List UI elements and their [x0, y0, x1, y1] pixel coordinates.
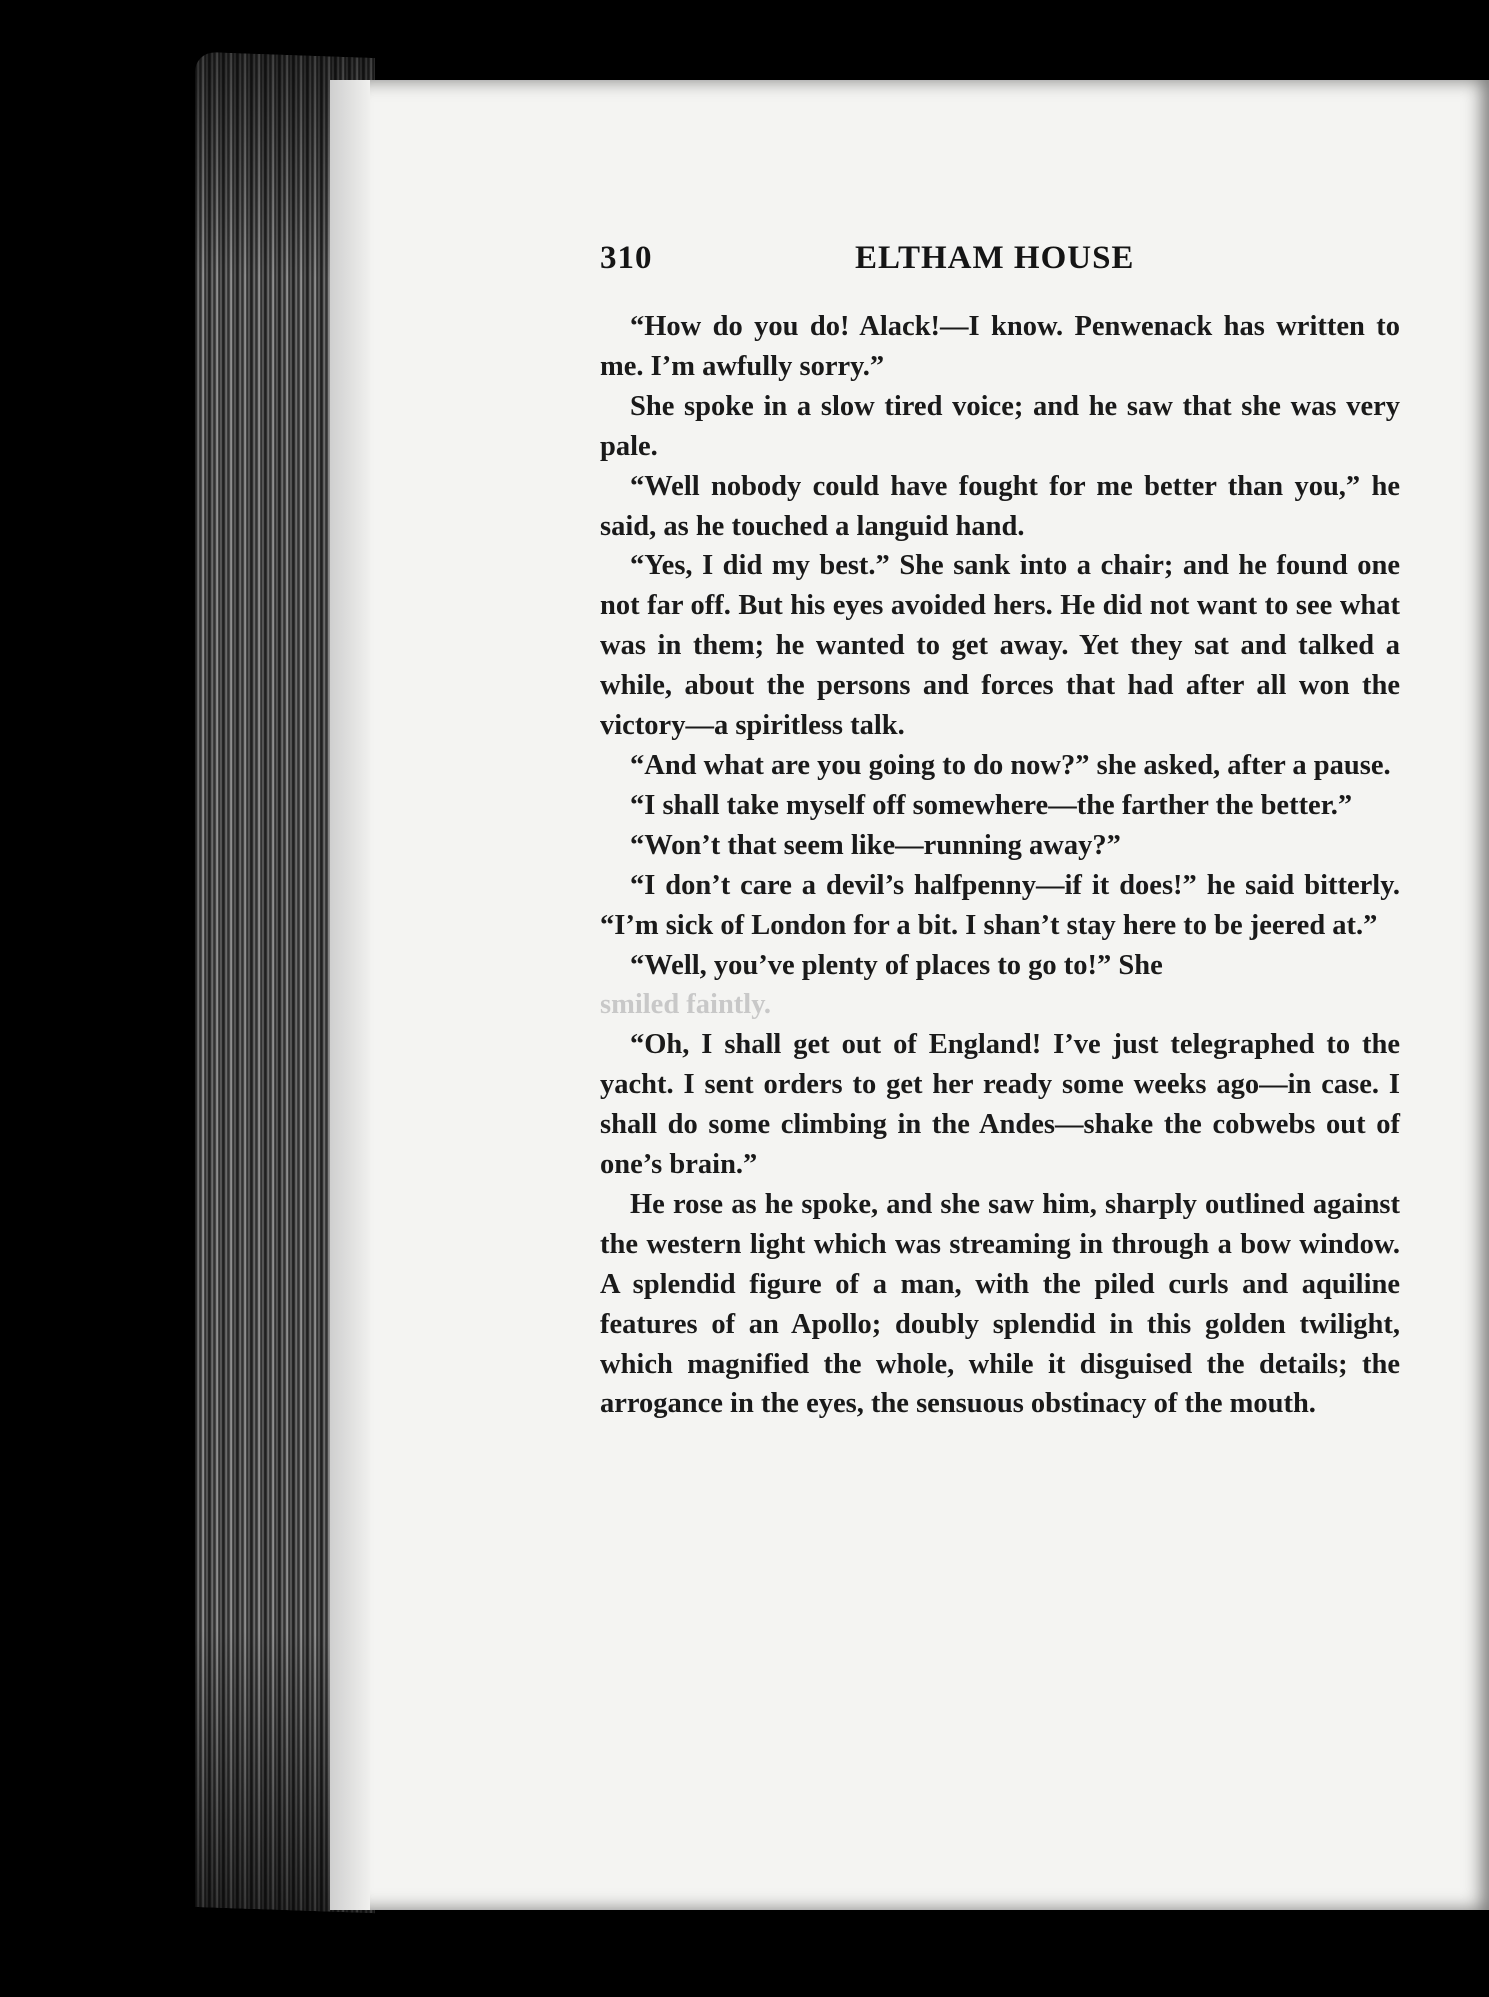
paragraph-4: “Yes, I did my best.” She sank into a chair; and he found one not far off. But his eyes avoided hers. He did not want to see what was in them; he wanted to get away. Yet they sat and talked a while, about the persons and forces that had after all won the victory—a spiritless talk. [600, 550, 1400, 742]
paragraph-9 [600, 946, 1400, 1026]
running-title: ELTHAM HOUSE [855, 240, 1135, 276]
faded-line: smiled faintly. [600, 989, 772, 1021]
paragraph-1: “How do you do! Alack!—I know. Penwenack has written to me. I’m awfully sorry.” [600, 311, 1400, 382]
page-number: 310 [600, 240, 653, 276]
paragraph-2: She spoke in a slow tired voice; and he saw that she was very pale. [600, 390, 1400, 462]
body-text [600, 307, 1400, 1424]
paragraph-8: “I don’t care a devil’s halfpenny—if it does!” he said bitterly. “I’m sick of London for a bit. I shan’t stay here to be jeered at.” [600, 869, 1400, 941]
paragraph-11: He rose as he spoke, and she saw him, sharply outlined against the western light which was streaming in through a bow window. A splendid figure of a man, with the piled curls and aquiline features of an Apollo; doubly splendid in this golden twilight, which magnified the whole, while it disguised the details; the arrogance in the eyes, the sensuous obstinacy of the mouth. [600, 1188, 1400, 1420]
paragraph-7: “Won’t that seem like—running away?” [630, 829, 1121, 861]
running-head [600, 240, 1400, 290]
paragraph-10: “Oh, I shall get out of England! I’ve just telegraphed to the yacht. I sent orders to get her ready some weeks ago—in case. I shall do some climbing in the Andes—shake the cobwebs out of one’s brain.” [600, 1029, 1400, 1181]
paragraph-3: “Well nobody could have fought for me better than you,” he said, as he touched a languid hand. [600, 470, 1400, 542]
paragraph-6: “I shall take myself off somewhere—the farther the better.” [630, 789, 1353, 821]
paragraph-5: “And what are you going to do now?” she asked, after a pause. [630, 749, 1391, 781]
paragraph-9-text: “Well, you’ve plenty of places to go to!” She [630, 949, 1163, 981]
